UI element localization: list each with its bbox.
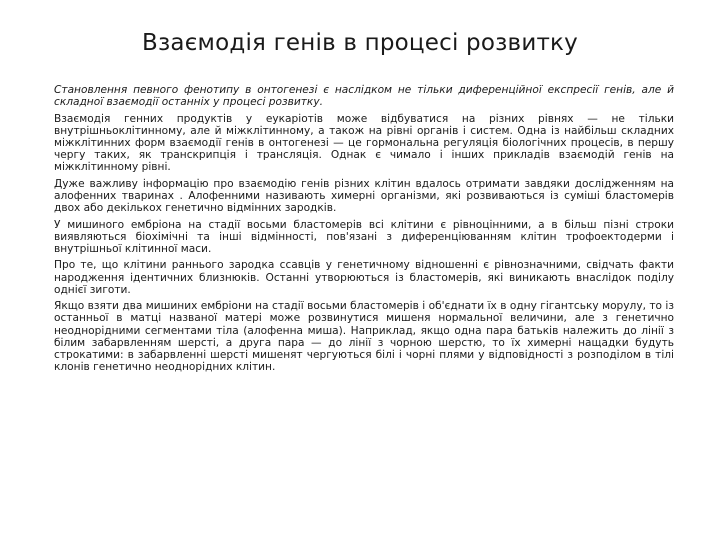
slide-title: Взаємодія генів в процесі розвитку [142, 30, 578, 56]
paragraph-allophenic-animals: Дуже важливу інформацію про взаємодію генів різних клітин вдалось отримати завдяки дослідженням на алофенних тваринах . Алофенними називають химерні організми, які розвиваються із суміші бластомерів двох або декількох генетично відмінних зародків. [54, 177, 674, 215]
paragraph-identical-twins: Про те, що клітини раннього зародка ссавців у генетичному відношенні є рівнозначними, свідчать факти народження ідентичних близнюків. Останні утворюються із бластомерів, які виникають внаслідок поділу однієї зиготи. [54, 259, 674, 296]
paragraph-intro: Становлення певного фенотипу в онтогенезі є наслідком не тільки диференційної експресії генів, але й складної взаємодії останніх у процесі розвитку. [54, 84, 674, 109]
paragraph-mouse-embryo: У мишиного ембріона на стадії восьми бластомерів всі клітини є рівноцінними, а в більш пізні строки виявляються біохімічні та інші відмінності, пов'язані з диференціюванням клітин трофоектодерми і внутрішньої клітинної маси. [54, 218, 674, 255]
paragraph-gene-product-interaction: Взаємодія генних продуктів у еукаріотів може відбуватися на різних рівнях — не тільки внутрішньоклітинному, але й міжклітинному, а також на рівні органів і систем. Одна із найбільш складних міжклітинних форм взаємодії генів в онтогенезі — це гормональна регуляція біологічних процесів, в першу чергу таких, як транскрипція і трансляція. Однак є чимало і інших прикладів взаємодій генів на міжклітинному рівні. [54, 112, 674, 174]
paragraph-allophenic-mouse: Якщо взяти два мишиних ембріони на стадії восьми бластомерів і об'єднати їх в одну гігантську морулу, то із останньої в матці названої матері може розвинутися мишеня нормальної величини, але з генетично неоднорідними сегментами тіла (алофенна миша). Наприклад, якщо одна пара батьків належить до лінії з білим забарвленням шерсті, а друга пара — до лінії з чорною шерстю, то їх химерні нащадки будуть строкатими: в забарвленні шерсті мишенят чергуються білі і чорні плями у відповідності з розподілом в тілі клонів генетично неоднорідних клітин. [54, 300, 674, 374]
slide-body [54, 84, 674, 378]
